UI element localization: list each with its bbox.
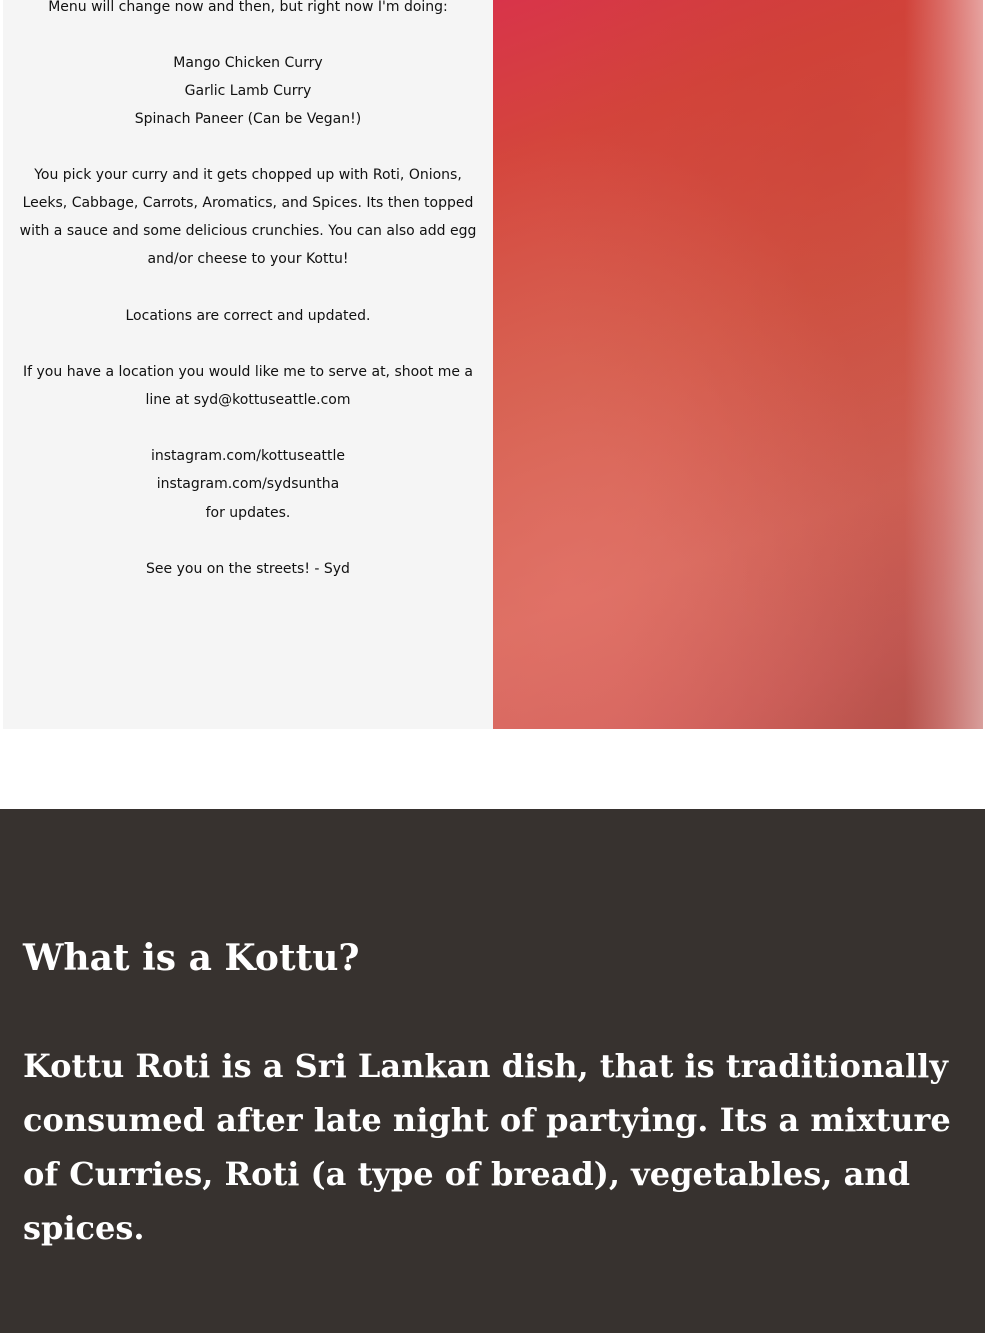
- menu-item-garlic-lamb: Garlic Lamb Curry: [184, 83, 312, 99]
- about-heading: What is a Kottu?: [23, 937, 360, 979]
- food-photo-blur: [493, 0, 983, 729]
- about-body: Kottu Roti is a Sri Lankan dish, that is traditionally consumed after late night of partying. Its a mixture of Curries, Roti (a type of bread), vegetables, and spices.: [23, 1047, 951, 1247]
- menu-item-spinach-paneer: Spinach Paneer (Can be Vegan!): [134, 111, 362, 127]
- menu-intro: Menu will change now and then, but right now I'm doing:: [48, 0, 448, 15]
- instagram-sydsuntha: instagram.com/sydsuntha: [156, 476, 340, 492]
- food-photo: [493, 0, 983, 729]
- for-updates-text: for updates.: [205, 505, 291, 521]
- locations-note: Locations are correct and updated.: [125, 308, 371, 324]
- section-spacer: [0, 729, 985, 809]
- menu-item-mango-chicken: Mango Chicken Curry: [173, 55, 323, 71]
- dish-description: You pick your curry and it gets chopped up with Roti, Onions, Leeks, Cabbage, Carrots, Aromatics, and Spices. Its then topped with a sauce and some delicious crunchies. You can also add egg and/or cheese to your Kottu!: [19, 167, 477, 267]
- about-kottu-section: [0, 809, 985, 1333]
- info-text-panel: [3, 0, 493, 729]
- contact-text: If you have a location you would like me to serve at, shoot me a line at syd@kottuseattle.com: [23, 364, 473, 408]
- instagram-kottuseattle: instagram.com/kottuseattle: [150, 448, 346, 464]
- signoff-text: See you on the streets! - Syd: [146, 561, 350, 577]
